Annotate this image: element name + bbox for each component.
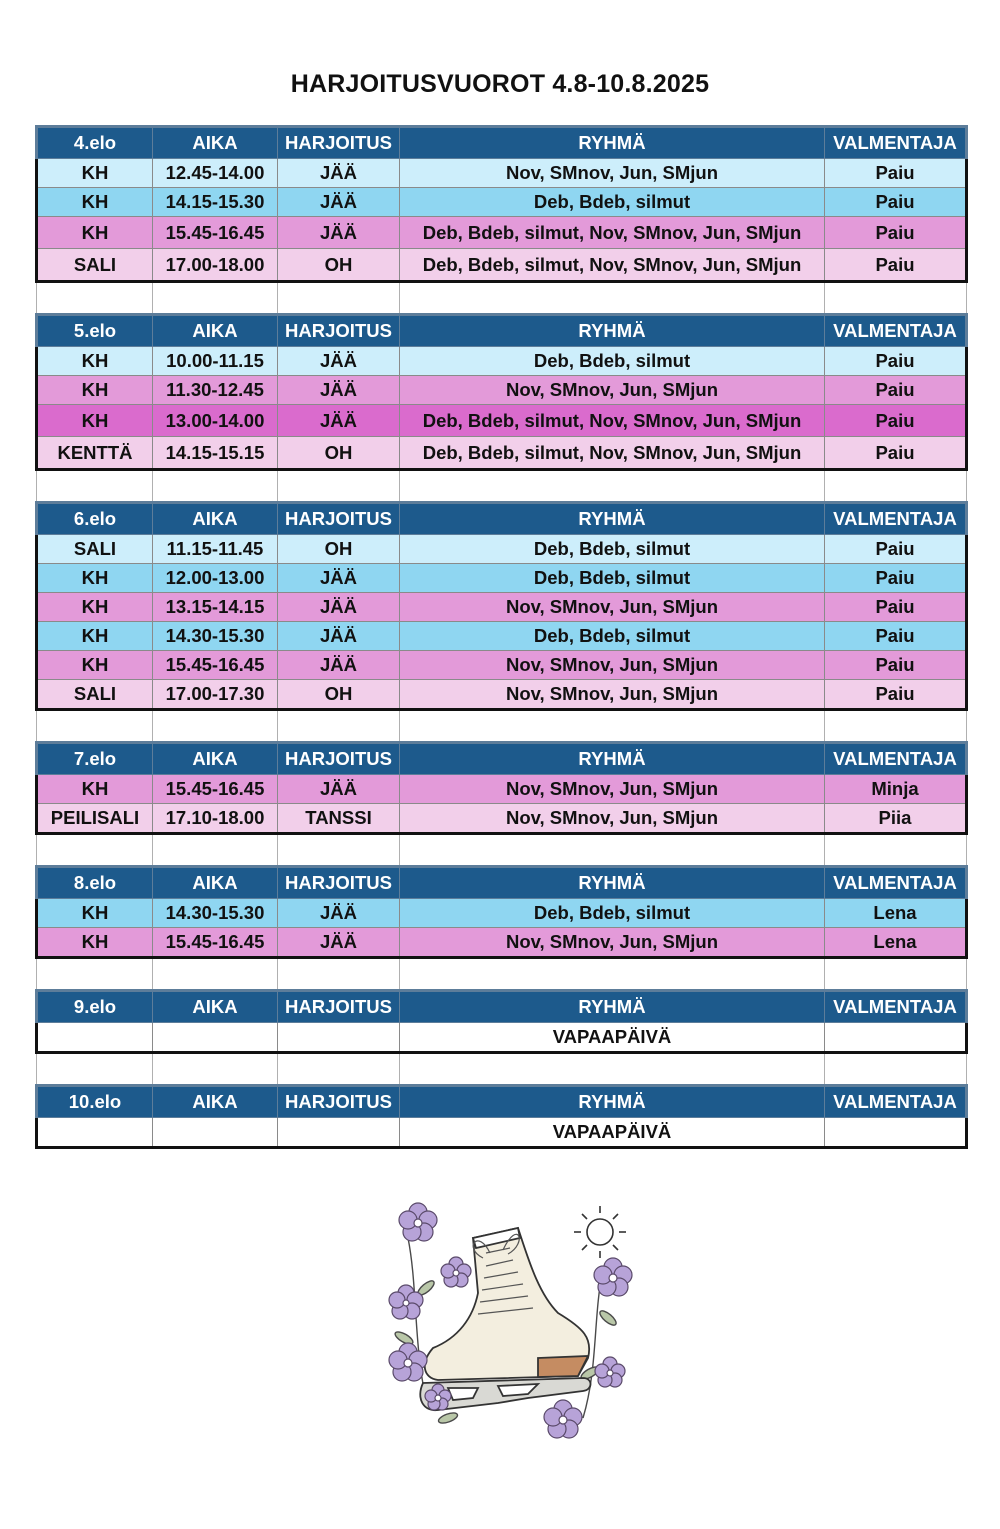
- cell-harjoitus: JÄÄ: [278, 928, 400, 958]
- schedule-row: [37, 1023, 967, 1053]
- cell-ryhma: Deb, Bdeb, silmut: [400, 899, 825, 928]
- header-harjoitus: HARJOITUS: [278, 503, 400, 535]
- cell-harjoitus: JÄÄ: [278, 405, 400, 437]
- cell-valmentaja: Paiu: [825, 622, 967, 651]
- header-aika: AIKA: [153, 991, 278, 1023]
- cell-valmentaja: Paiu: [825, 188, 967, 217]
- cell-ryhma: Deb, Bdeb, silmut: [400, 188, 825, 217]
- cell-harjoitus: JÄÄ: [278, 622, 400, 651]
- cell-harjoitus: JÄÄ: [278, 159, 400, 188]
- header-valmentaja: VALMENTAJA: [825, 991, 967, 1023]
- cell-valmentaja: Paiu: [825, 651, 967, 680]
- cell-paikka: KH: [37, 593, 153, 622]
- header-harjoitus: HARJOITUS: [278, 991, 400, 1023]
- header-ryhma: RYHMÄ: [400, 315, 825, 347]
- cell-paikka: KH: [37, 899, 153, 928]
- cell-paikka: KH: [37, 622, 153, 651]
- header-aika: AIKA: [153, 1086, 278, 1118]
- cell-paikka: KH: [37, 564, 153, 593]
- cell-aika: 10.00-11.15: [153, 347, 278, 376]
- cell-ryhma: Nov, SMnov, Jun, SMjun: [400, 928, 825, 958]
- schedule-row: [37, 188, 967, 217]
- spacer-row: [37, 470, 967, 503]
- schedule-row: [37, 217, 967, 249]
- header-aika: AIKA: [153, 503, 278, 535]
- header-aika: AIKA: [153, 743, 278, 775]
- cell-ryhma: Deb, Bdeb, silmut, Nov, SMnov, Jun, SMjun: [400, 437, 825, 470]
- day-label: 7.elo: [37, 743, 153, 775]
- cell-harjoitus: JÄÄ: [278, 564, 400, 593]
- day-header-row: [37, 1086, 967, 1118]
- schedule-row: [37, 899, 967, 928]
- schedule-row: [37, 376, 967, 405]
- header-aika: AIKA: [153, 867, 278, 899]
- cell-harjoitus: JÄÄ: [278, 593, 400, 622]
- cell-aika: 17.00-17.30: [153, 680, 278, 710]
- cell-paikka: [37, 1023, 153, 1053]
- header-ryhma: RYHMÄ: [400, 1086, 825, 1118]
- cell-valmentaja: [825, 1023, 967, 1053]
- header-ryhma: RYHMÄ: [400, 503, 825, 535]
- header-valmentaja: VALMENTAJA: [825, 743, 967, 775]
- cell-ryhma: Deb, Bdeb, silmut: [400, 622, 825, 651]
- cell-ryhma: Nov, SMnov, Jun, SMjun: [400, 593, 825, 622]
- schedule-row: [37, 928, 967, 958]
- cell-valmentaja: Paiu: [825, 347, 967, 376]
- day-label: 10.elo: [37, 1086, 153, 1118]
- cell-valmentaja: Piia: [825, 804, 967, 834]
- day-label: 4.elo: [37, 127, 153, 159]
- day-label: 9.elo: [37, 991, 153, 1023]
- header-harjoitus: HARJOITUS: [278, 867, 400, 899]
- schedule-row: [37, 437, 967, 470]
- cell-ryhma: Nov, SMnov, Jun, SMjun: [400, 376, 825, 405]
- cell-ryhma: Deb, Bdeb, silmut: [400, 564, 825, 593]
- cell-paikka: KH: [37, 347, 153, 376]
- cell-aika: 15.45-16.45: [153, 775, 278, 804]
- schedule-row: [37, 775, 967, 804]
- header-harjoitus: HARJOITUS: [278, 127, 400, 159]
- cell-ryhma: VAPAAPÄIVÄ: [400, 1023, 825, 1053]
- schedule-row: [37, 405, 967, 437]
- cell-valmentaja: Paiu: [825, 249, 967, 282]
- header-valmentaja: VALMENTAJA: [825, 1086, 967, 1118]
- spacer-row: [37, 834, 967, 867]
- cell-valmentaja: Paiu: [825, 217, 967, 249]
- cell-paikka: KH: [37, 405, 153, 437]
- cell-paikka: KH: [37, 159, 153, 188]
- cell-ryhma: Nov, SMnov, Jun, SMjun: [400, 680, 825, 710]
- cell-aika: 15.45-16.45: [153, 651, 278, 680]
- day-header-row: [37, 743, 967, 775]
- cell-aika: 14.30-15.30: [153, 622, 278, 651]
- cell-aika: 13.15-14.15: [153, 593, 278, 622]
- cell-valmentaja: Paiu: [825, 680, 967, 710]
- cell-aika: 11.30-12.45: [153, 376, 278, 405]
- cell-valmentaja: [825, 1118, 967, 1148]
- header-aika: AIKA: [153, 127, 278, 159]
- schedule-row: [37, 593, 967, 622]
- cell-aika: 17.10-18.00: [153, 804, 278, 834]
- cell-ryhma: Nov, SMnov, Jun, SMjun: [400, 159, 825, 188]
- header-ryhma: RYHMÄ: [400, 867, 825, 899]
- schedule-row: [37, 347, 967, 376]
- cell-paikka: KH: [37, 217, 153, 249]
- header-aika: AIKA: [153, 315, 278, 347]
- sun-icon: [574, 1206, 626, 1258]
- cell-paikka: [37, 1118, 153, 1148]
- cell-ryhma: Deb, Bdeb, silmut, Nov, SMnov, Jun, SMjun: [400, 217, 825, 249]
- schedule-row: [37, 249, 967, 282]
- spacer-row: [37, 1053, 967, 1086]
- schedule-row: [37, 564, 967, 593]
- cell-aika: 14.15-15.30: [153, 188, 278, 217]
- header-harjoitus: HARJOITUS: [278, 743, 400, 775]
- cell-ryhma: Deb, Bdeb, silmut: [400, 535, 825, 564]
- header-valmentaja: VALMENTAJA: [825, 503, 967, 535]
- day-label: 8.elo: [37, 867, 153, 899]
- cell-aika: 11.15-11.45: [153, 535, 278, 564]
- header-valmentaja: VALMENTAJA: [825, 127, 967, 159]
- cell-ryhma: Nov, SMnov, Jun, SMjun: [400, 651, 825, 680]
- cell-paikka: SALI: [37, 535, 153, 564]
- cell-valmentaja: Paiu: [825, 593, 967, 622]
- day-header-row: [37, 315, 967, 347]
- cell-valmentaja: Paiu: [825, 564, 967, 593]
- spacer-row: [37, 282, 967, 315]
- cell-valmentaja: Paiu: [825, 405, 967, 437]
- cell-ryhma: VAPAAPÄIVÄ: [400, 1118, 825, 1148]
- cell-paikka: KH: [37, 188, 153, 217]
- schedule-row: [37, 535, 967, 564]
- cell-aika: 14.30-15.30: [153, 899, 278, 928]
- cell-aika: 14.15-15.15: [153, 437, 278, 470]
- cell-aika: 17.00-18.00: [153, 249, 278, 282]
- cell-aika: 12.45-14.00: [153, 159, 278, 188]
- cell-paikka: KENTTÄ: [37, 437, 153, 470]
- ice-skate-with-flowers-icon: [378, 1198, 638, 1448]
- cell-harjoitus: JÄÄ: [278, 775, 400, 804]
- schedule-row: [37, 1118, 967, 1148]
- cell-ryhma: Deb, Bdeb, silmut, Nov, SMnov, Jun, SMjun: [400, 405, 825, 437]
- cell-valmentaja: Paiu: [825, 376, 967, 405]
- cell-harjoitus: JÄÄ: [278, 217, 400, 249]
- cell-aika: 12.00-13.00: [153, 564, 278, 593]
- day-header-row: [37, 127, 967, 159]
- cell-aika: [153, 1023, 278, 1053]
- cell-harjoitus: OH: [278, 535, 400, 564]
- header-harjoitus: HARJOITUS: [278, 1086, 400, 1118]
- header-harjoitus: HARJOITUS: [278, 315, 400, 347]
- cell-harjoitus: JÄÄ: [278, 899, 400, 928]
- header-ryhma: RYHMÄ: [400, 991, 825, 1023]
- cell-valmentaja: Paiu: [825, 159, 967, 188]
- cell-ryhma: Deb, Bdeb, silmut, Nov, SMnov, Jun, SMjun: [400, 249, 825, 282]
- cell-valmentaja: Paiu: [825, 535, 967, 564]
- header-ryhma: RYHMÄ: [400, 127, 825, 159]
- cell-paikka: KH: [37, 928, 153, 958]
- cell-harjoitus: OH: [278, 249, 400, 282]
- cell-paikka: SALI: [37, 249, 153, 282]
- spacer-row: [37, 710, 967, 743]
- cell-aika: [153, 1118, 278, 1148]
- spacer-row: [37, 958, 967, 991]
- cell-harjoitus: OH: [278, 437, 400, 470]
- day-label: 5.elo: [37, 315, 153, 347]
- cell-valmentaja: Lena: [825, 899, 967, 928]
- cell-harjoitus: [278, 1023, 400, 1053]
- schedule-row: [37, 804, 967, 834]
- day-label: 6.elo: [37, 503, 153, 535]
- cell-aika: 15.45-16.45: [153, 217, 278, 249]
- cell-harjoitus: JÄÄ: [278, 651, 400, 680]
- cell-harjoitus: TANSSI: [278, 804, 400, 834]
- header-valmentaja: VALMENTAJA: [825, 315, 967, 347]
- header-ryhma: RYHMÄ: [400, 743, 825, 775]
- cell-harjoitus: JÄÄ: [278, 188, 400, 217]
- header-valmentaja: VALMENTAJA: [825, 867, 967, 899]
- schedule-row: [37, 622, 967, 651]
- day-header-row: [37, 991, 967, 1023]
- schedule-row: [37, 159, 967, 188]
- schedule-table: [35, 125, 968, 1149]
- schedule-row: [37, 680, 967, 710]
- schedule-table-wrapper: [35, 125, 965, 1149]
- cell-harjoitus: JÄÄ: [278, 376, 400, 405]
- schedule-row: [37, 651, 967, 680]
- cell-harjoitus: OH: [278, 680, 400, 710]
- cell-harjoitus: JÄÄ: [278, 347, 400, 376]
- cell-valmentaja: Lena: [825, 928, 967, 958]
- cell-paikka: KH: [37, 775, 153, 804]
- cell-paikka: KH: [37, 376, 153, 405]
- day-header-row: [37, 503, 967, 535]
- cell-ryhma: Nov, SMnov, Jun, SMjun: [400, 775, 825, 804]
- cell-aika: 13.00-14.00: [153, 405, 278, 437]
- cell-paikka: KH: [37, 651, 153, 680]
- cell-valmentaja: Minja: [825, 775, 967, 804]
- cell-paikka: PEILISALI: [37, 804, 153, 834]
- cell-paikka: SALI: [37, 680, 153, 710]
- cell-aika: 15.45-16.45: [153, 928, 278, 958]
- day-header-row: [37, 867, 967, 899]
- page-title: HARJOITUSVUOROT 4.8-10.8.2025: [290, 70, 710, 98]
- cell-harjoitus: [278, 1118, 400, 1148]
- cell-ryhma: Nov, SMnov, Jun, SMjun: [400, 804, 825, 834]
- cell-ryhma: Deb, Bdeb, silmut: [400, 347, 825, 376]
- cell-valmentaja: Paiu: [825, 437, 967, 470]
